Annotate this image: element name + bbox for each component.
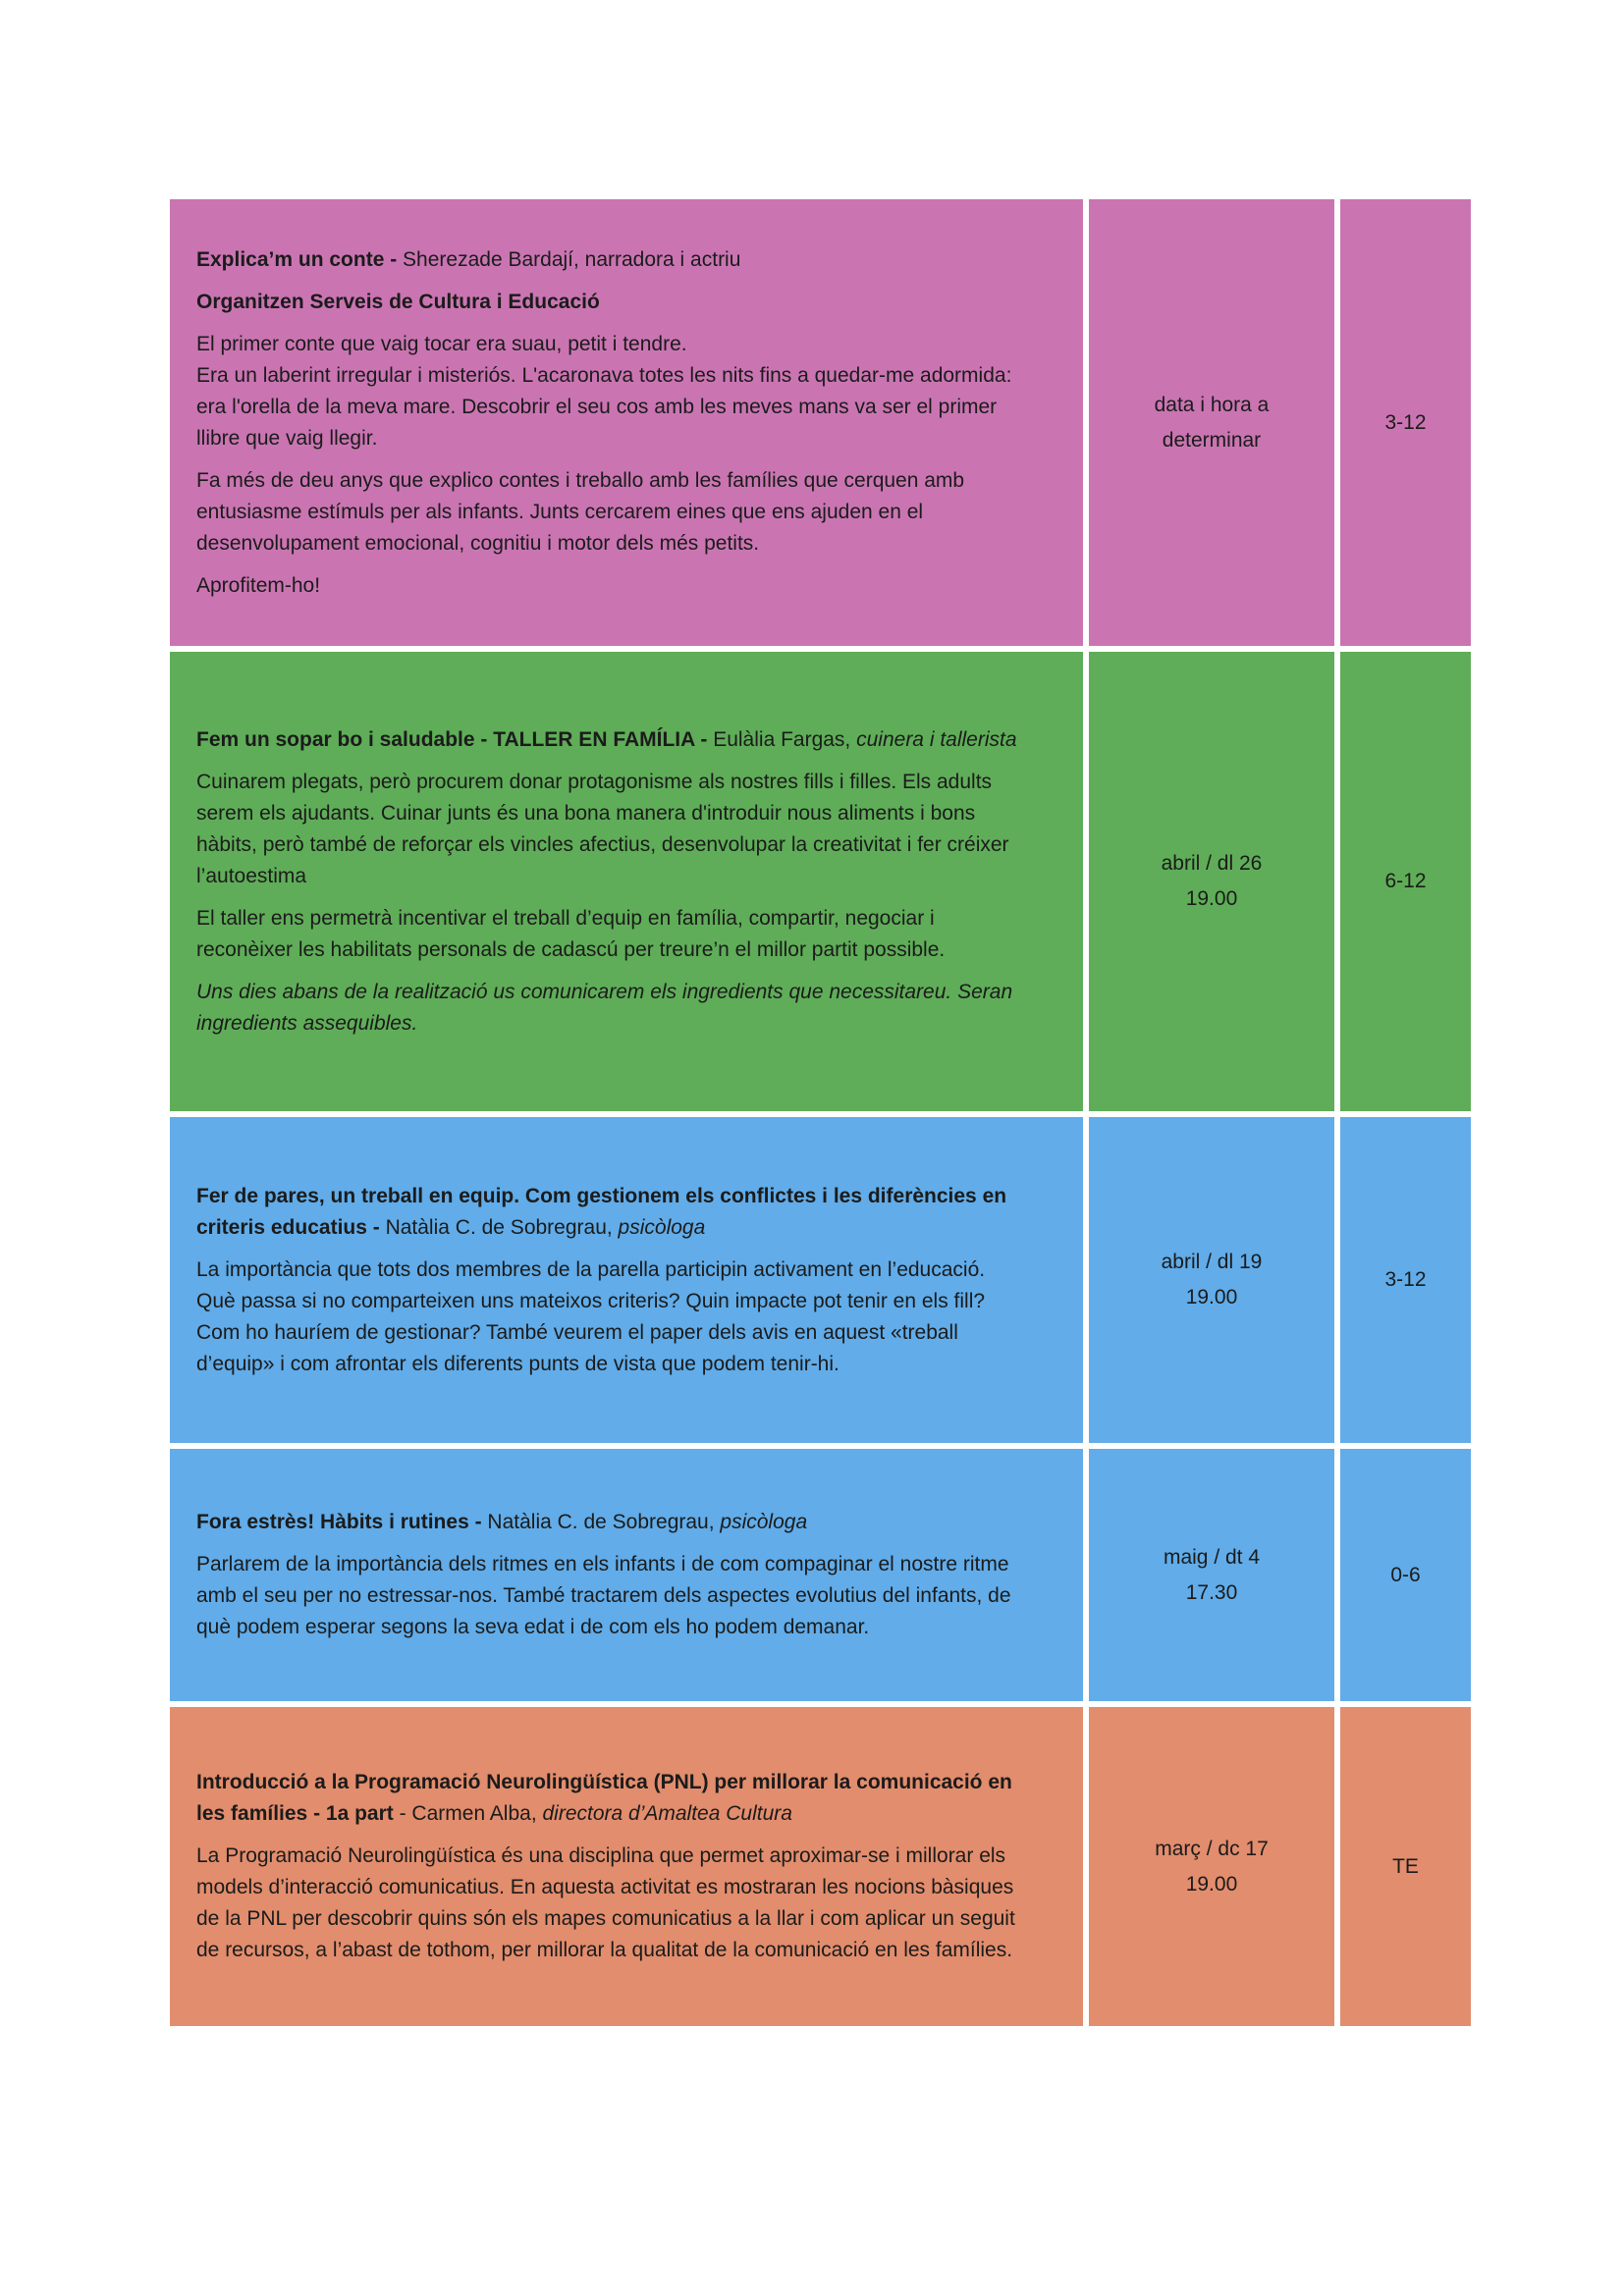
activity-role-segment: Uns dies abans de la realització us comunicarem els ingredients que necessitareu. Seran ingredients assequibles.	[196, 980, 1013, 1035]
activity-paragraph	[196, 1181, 1022, 1244]
activity-paragraph	[196, 1507, 1022, 1538]
activity-paragraph	[196, 465, 1022, 560]
activity-paragraph	[196, 767, 1022, 892]
activity-ages-text: TE	[1392, 1854, 1419, 1878]
activity-paragraph	[196, 287, 1022, 318]
activity-paragraph	[196, 724, 1022, 756]
activity-paragraph	[196, 329, 1022, 454]
activity-text-segment: Parlarem de la importància dels ritmes en els infants i de com compaginar el nostre ritme amb el seu per no estressar-nos. També tractarem dels aspectes evolutius del infants, de què podem esperar segons la seva edat i de com els ho podem demanar.	[196, 1553, 1011, 1638]
activity-ages-cell	[1340, 1707, 1471, 2026]
activity-role-segment: directora d’Amaltea Cultura	[542, 1802, 792, 1825]
activity-date-text: abril / dl 19 19.00	[1161, 1251, 1263, 1308]
activity-paragraph	[196, 1255, 1022, 1380]
activity-description-cell	[170, 652, 1083, 1111]
activity-row-introduccio-pnl-1a-part	[170, 1707, 1471, 2026]
activity-date-cell	[1089, 1449, 1334, 1701]
activity-description-cell	[170, 1117, 1083, 1443]
activity-ages-text: 0-6	[1390, 1563, 1421, 1586]
activity-ages-text: 3-12	[1384, 1268, 1427, 1291]
activity-title-segment: Organitzen Serveis de Cultura i Educació	[196, 290, 600, 313]
activity-date-cell	[1089, 199, 1334, 646]
activity-paragraph	[196, 977, 1022, 1040]
activity-title-segment: Introducció a la Programació Neurolingüística (PNL) per millorar la comunicació en les famílies - 1a part	[196, 1771, 1012, 1825]
activity-text-segment: Eulàlia Fargas,	[713, 727, 857, 751]
activity-description-cell	[170, 199, 1083, 646]
activity-paragraph	[196, 570, 1022, 602]
activity-row-fora-estres-habits-i-rutines	[170, 1449, 1471, 1701]
activity-description-cell	[170, 1449, 1083, 1701]
activity-title-segment: Explica’m un conte -	[196, 247, 404, 271]
activity-date-text: abril / dl 26 19.00	[1161, 852, 1263, 910]
activity-paragraph	[196, 1549, 1022, 1643]
activity-text-segment: Natàlia C. de Sobregrau,	[487, 1511, 721, 1533]
activity-description-cell	[170, 1707, 1083, 2026]
activity-text-segment: Fa més de deu anys que explico contes i treballo amb les famílies que cerquen amb entusiasme estímuls per als infants. Junts cercarem eines que ens ajuden en el desenvolupament emocional, cognitiu i motor dels més petits.	[196, 468, 965, 555]
activity-text-segment: - Carmen Alba,	[393, 1802, 543, 1825]
activity-ages-text: 6-12	[1384, 870, 1427, 892]
activity-role-segment: cuinera i tallerista	[856, 727, 1017, 751]
activity-text-segment: El primer conte que vaig tocar era suau, petit i tendre. Era un laberint irregular i misteriós. L'acaronava totes les nits fins a quedar-me adormida: era l'orella de la meva mare. Descobrir el seu cos amb les meves mans va ser el primer llibre que vaig llegir.	[196, 332, 1012, 450]
activity-role-segment: psicòloga	[618, 1215, 706, 1239]
activity-date-cell	[1089, 1117, 1334, 1443]
activity-ages-cell	[1340, 199, 1471, 646]
activity-row-explicam-un-conte	[170, 199, 1471, 646]
activities-table	[170, 199, 1471, 2032]
activity-date-cell	[1089, 1707, 1334, 2026]
activity-title-segment: Fora estrès! Hàbits i rutines -	[196, 1511, 488, 1533]
activity-paragraph	[196, 244, 1022, 276]
activity-title-segment: Fem un sopar bo i saludable - TALLER EN FAMÍLIA -	[196, 727, 714, 751]
activity-text-segment: Natàlia C. de Sobregrau,	[385, 1215, 619, 1239]
activity-date-text: maig / dt 4 17.30	[1163, 1545, 1261, 1604]
activity-paragraph	[196, 1841, 1022, 1966]
activity-text-segment: Aprofitem-ho!	[196, 573, 321, 597]
activity-title-segment: Fer de pares, un treball en equip. Com gestionem els conflictes i les diferències en criteris educatius -	[196, 1184, 1007, 1239]
activity-row-fem-un-sopar-bo-i-saludable	[170, 652, 1471, 1111]
activity-paragraph	[196, 903, 1022, 966]
activity-text-segment: La Programació Neurolingüística és una disciplina que permet aproximar-se i millorar els models d’interacció comunicatius. En aquesta activitat es mostraran les nocions bàsiques de la PNL per descobrir quins són els mapes comunicatius a la llar i com aplicar un seguit de recursos, a l’abast de tothom, per millorar la qualitat de la comunicació en les famílies.	[196, 1844, 1015, 1961]
activity-text-segment: El taller ens permetrà incentivar el treball d’equip en família, compartir, negociar i reconèixer les habilitats personals de cadascú per treure’n el millor partit possible.	[196, 906, 946, 961]
activity-ages-text: 3-12	[1384, 410, 1427, 434]
activity-text-segment: La importància que tots dos membres de la parella participin activament en l’educació. Què passa si no comparteixen uns mateixos criteris? Quin impacte pot tenir en els fill? Com ho hauríem de gestionar? També veurem el paper dels avis en aquest «treball d’equip» i com afrontar els diferents punts de vista que podem tenir-hi.	[196, 1257, 986, 1375]
activity-paragraph	[196, 1767, 1022, 1830]
activity-text-segment: Sherezade Bardají, narradora i actriu	[403, 247, 741, 271]
activity-ages-cell	[1340, 1117, 1471, 1443]
activity-date-text: data i hora a determinar	[1154, 393, 1270, 452]
activity-date-text: març / dc 17 19.00	[1155, 1837, 1269, 1896]
activity-role-segment: psicòloga	[720, 1511, 808, 1533]
activity-ages-cell	[1340, 652, 1471, 1111]
activity-text-segment: Cuinarem plegats, però procurem donar protagonisme als nostres fills i filles. Els adults serem els ajudants. Cuinar junts és una bona manera d'introduir nous aliments i bons hàbits, però també de reforçar els vincles afectius, desenvolupar la creativitat i fer créixer l’autoestima	[196, 770, 1009, 887]
activity-ages-cell	[1340, 1449, 1471, 1701]
activity-row-fer-de-pares-un-treball-en-equip	[170, 1117, 1471, 1443]
activity-date-cell	[1089, 652, 1334, 1111]
